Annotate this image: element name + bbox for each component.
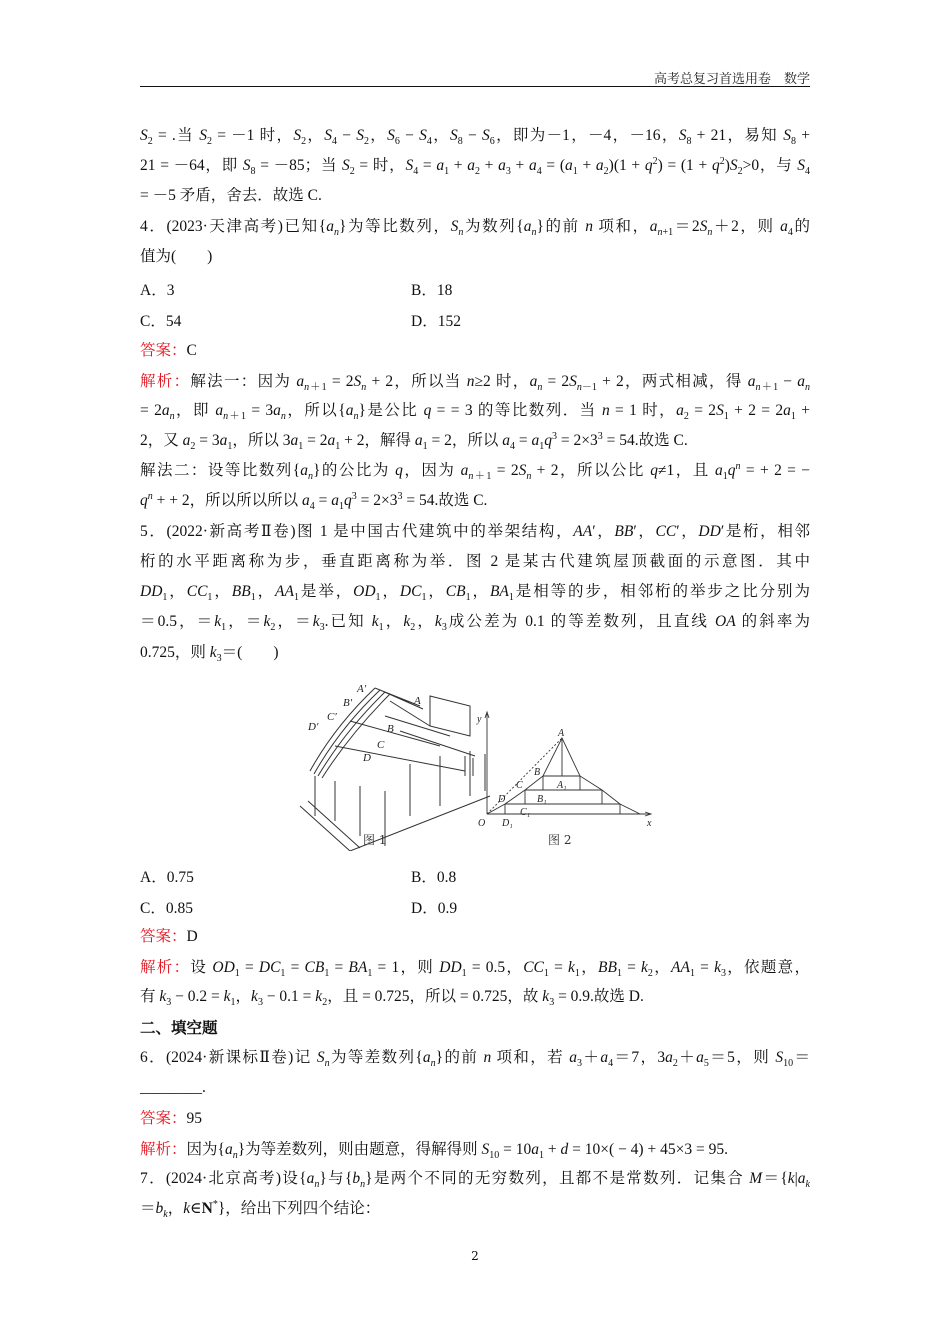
figure-roof-structure bbox=[290, 676, 660, 851]
option-d: D．152 bbox=[411, 313, 461, 330]
label-d: D bbox=[363, 752, 371, 764]
question-7: 7．(2024·北京高考)设$\{a_n\}$与$\{b_n\}$是两个不同的无穷数列，且都不是常数列．记集合 $M=\{k|a_k$ bbox=[140, 1170, 810, 1189]
answer-line: 答案：D bbox=[140, 927, 198, 945]
axis-label-x: x bbox=[647, 818, 652, 829]
figure-2-cross-section-diagram bbox=[290, 676, 660, 851]
text-line: $DD_1$，$CC_1$，$BB_1$，$AA_1$是举，$OD_1$，$DC_1$，$CB_1$，$BA_1$是相等的步，相邻桁的举步之比分别为 bbox=[140, 583, 810, 602]
label-d-prime: D′ bbox=[308, 721, 319, 733]
analysis-line: 解析：解法一：因为 $a_{n+1} = 2S_n + 2$，所以当 n≥2 时，$a_n = 2S_{n-1} + 2$，两式相减，得 $a_{n+1} - a_n$ bbox=[140, 372, 810, 391]
question-4: 4．(2023·天津高考)已知$\{a_n\}$为等比数列，$S_n$为数列$\{a_n\}$的前 n 项和，$a_{n+1}=2S_n+2$，则 $a_4$的 bbox=[140, 218, 810, 237]
header-rule bbox=[140, 86, 810, 87]
analysis-line: 2，又 $a_2 = 3a_1$，所以 $3a_1 = 2a_1 + 2$，解得 $a_1 = 2$，所以 $a_4 = a_1q^3 = 2\times 3^3 = 54$.故选 C. bbox=[140, 430, 688, 453]
text-line: ＝0.5，$=k_1$，$=k_2$，$=k_3$.已知 $k_1$，$k_2$，$k_3$成公差为 0.1 的等差数列，且直线 OA 的斜率为 bbox=[140, 613, 810, 632]
analysis-line: 解析：因为$\{a_n\}$为等差数列，则由题意，得解得则 $S_{10} = 10a_1 + d = 10\times( - 4) + 45\times 3 = 95$. bbox=[140, 1140, 728, 1162]
option-a: A．0.75 bbox=[140, 869, 194, 886]
analysis-line: 解析：设 $OD_1 = DC_1 = CB_1 = BA_1 = 1$，则 $DD_1 = 0.5$，$CC_1 = k_1$，$BB_1 = k_2$，$AA_1 = k_3$，依题意， bbox=[140, 958, 810, 977]
label-d: D bbox=[498, 794, 506, 805]
text-line: $=b_k$，k∈N*}，给出下列四个结论： bbox=[140, 1198, 381, 1221]
option-b: B．18 bbox=[411, 282, 453, 299]
question-6: 6．(2024·新课标Ⅱ卷)记 $S_n$为等差数列$\{a_n\}$的前 n 项和，若 $a_3+a_4=7$，$3a_2+a_5=5$，则 $S_{10}=$ bbox=[140, 1049, 810, 1068]
analysis-line: $q^n$ + + 2，所以所以所以 $a_4 = a_1q^3 = 2\times 3^3 = 54$.故选 C. bbox=[140, 490, 488, 513]
label-b1: B₁ bbox=[537, 794, 547, 805]
text-line: 0.725，则 $k_3=$( ) bbox=[140, 644, 279, 665]
analysis-line: 解法二：设等比数列$\{a_n\}$的公比为 q，因为 $a_{n+1} = 2S_n + 2$，所以公比 q≠1，且 $a_1q^n$ = + 2 = − bbox=[140, 461, 810, 481]
label-a-prime: A′ bbox=[357, 683, 367, 695]
option-c: C．54 bbox=[140, 313, 182, 330]
label-a: A bbox=[558, 728, 565, 739]
analysis-line: = $2a_n$，即 $a_{n+1} = 3a_n$，所以$\{a_n\}$是公比 q = = 3 的等比数列．当 n = 1 时，$a_2 = 2S_1 + 2 = 2a_1$ + bbox=[140, 402, 810, 421]
label-c: C bbox=[377, 739, 385, 751]
label-d1: D₁ bbox=[502, 818, 513, 829]
section-heading: 二、填空题 bbox=[140, 1019, 218, 1037]
figure-2-caption: 图 2 bbox=[548, 833, 572, 847]
figure-1-caption: 图 1 bbox=[363, 833, 387, 847]
answer-line: 答案：95 bbox=[140, 1109, 203, 1127]
label-c: C bbox=[516, 780, 523, 791]
text-line: 值为( ) bbox=[140, 248, 213, 265]
label-origin: O bbox=[478, 818, 486, 829]
option-a: A．3 bbox=[140, 282, 175, 299]
label-b-prime: B′ bbox=[343, 697, 353, 709]
question-5: 5．(2022·新高考Ⅱ卷)图 1 是中国古代建筑中的举架结构，AA′，BB′，CC′，DD′是桁，相邻 bbox=[140, 523, 810, 540]
option-b: B．0.8 bbox=[411, 869, 457, 886]
label-b: B bbox=[387, 723, 394, 735]
option-c: C．0.85 bbox=[140, 900, 193, 917]
text-line: 21 = －64，即 $S_8 = -85$；当 $S_2$ = 时，$S_4 = a_1 + a_2 + a_3 + a_4 = (a_1 + a_2)(1 + q^2) = (1 + q^2)S_2>0$，与 $S_4$ bbox=[140, 156, 810, 176]
text-line: = －5 矛盾，舍去．故选 C. bbox=[140, 187, 322, 204]
label-b: B bbox=[534, 767, 541, 778]
label-a: A bbox=[414, 695, 421, 707]
label-c-prime: C′ bbox=[327, 711, 337, 723]
axis-label-y: y bbox=[477, 714, 482, 725]
answer-line: 答案：C bbox=[140, 341, 197, 359]
label-c1: C₁ bbox=[520, 807, 531, 818]
option-d: D．0.9 bbox=[411, 900, 458, 917]
text-line: 桁的水平距离称为步，垂直距离称为举．图 2 是某古代建筑屋顶截面的示意图．其中 bbox=[140, 553, 810, 570]
running-header: 高考总复习首选用卷 数学 bbox=[653, 72, 810, 87]
text-line: ________. bbox=[140, 1079, 206, 1096]
text-line: $S_2$ = .当 $S_2 = -1$ 时，$S_2$，$S_4 - S_2$，$S_6 - S_4$，$S_8 - S_6$，即为－1，－4，－16，$S_8 + 21$，易知 $S_8$ + bbox=[140, 127, 810, 146]
page-number: 2 bbox=[471, 1249, 479, 1263]
label-a1: A₁ bbox=[557, 780, 567, 791]
analysis-line: 有 $k_3 - 0.2 = k_1$，$k_3 - 0.1 = k_2$，且 = 0.725，所以 = 0.725，故 $k_3 = 0.9$.故选 D. bbox=[140, 988, 644, 1009]
